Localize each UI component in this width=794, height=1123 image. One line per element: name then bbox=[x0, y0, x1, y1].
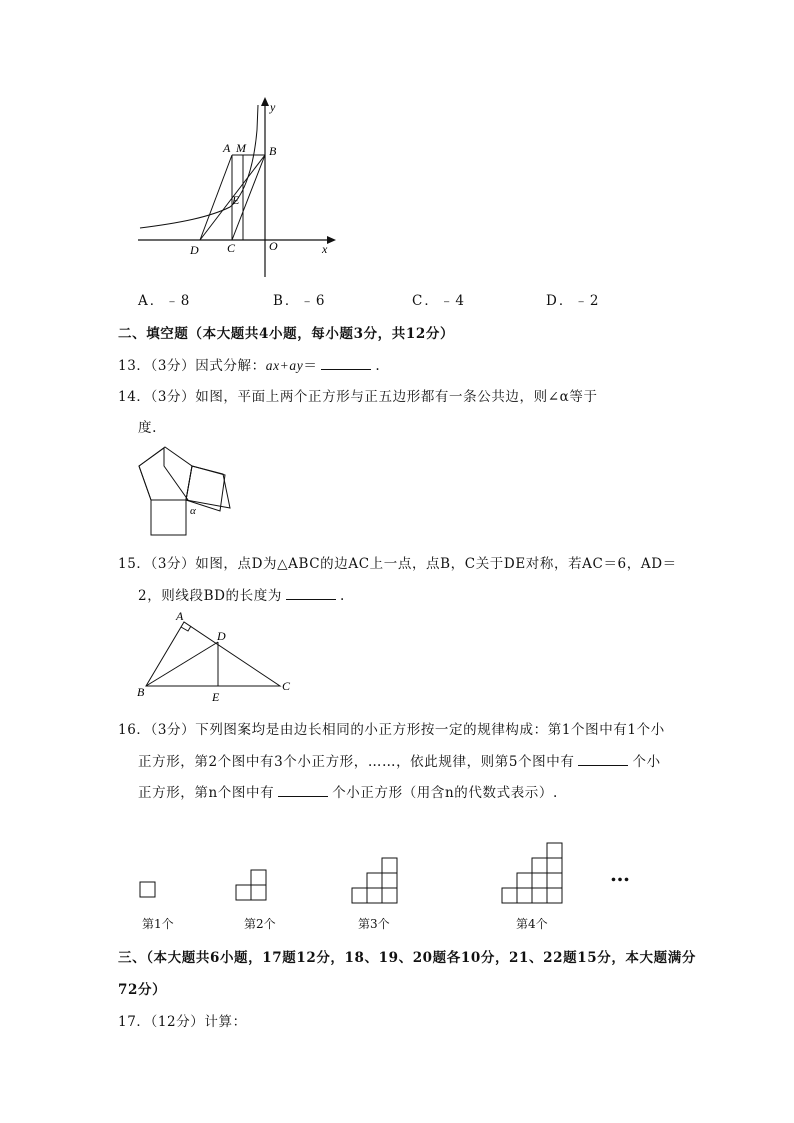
label-D: D bbox=[217, 629, 226, 643]
q17: 17．（12分）计算： bbox=[118, 1014, 247, 1030]
label-E: E bbox=[232, 193, 240, 207]
q15-answer-blank[interactable] bbox=[286, 587, 336, 600]
label-C: C bbox=[282, 679, 291, 693]
pattern1-square bbox=[140, 882, 155, 897]
q12-figure bbox=[130, 95, 350, 285]
label-A: A bbox=[176, 609, 184, 623]
hyperbola-curve bbox=[140, 105, 258, 228]
x-axis-arrow bbox=[327, 236, 336, 244]
label-x: x bbox=[322, 242, 328, 256]
q13: 13．（3分）因式分解：ax+ay＝ . bbox=[118, 358, 381, 374]
label-C: C bbox=[227, 241, 236, 255]
caption-2: 第2个 bbox=[244, 917, 276, 931]
q16-patterns bbox=[130, 835, 650, 910]
regular-pentagon bbox=[139, 448, 188, 500]
caption-4: 第4个 bbox=[516, 917, 548, 931]
label-A: A bbox=[223, 141, 231, 155]
section3-heading-line2: 72分） bbox=[118, 982, 167, 998]
pentagon-shape bbox=[139, 447, 192, 500]
option-c: C．﹣4 bbox=[412, 293, 466, 309]
right-angle-mark bbox=[181, 626, 191, 631]
caption-3: 第3个 bbox=[358, 917, 390, 931]
q14-figure bbox=[134, 444, 244, 544]
q16-ellipsis: … bbox=[610, 862, 630, 886]
option-b: B．﹣6 bbox=[273, 293, 327, 309]
pattern2 bbox=[236, 870, 266, 900]
option-a: A．﹣8 bbox=[138, 293, 192, 309]
q15-line2: 2，则线段BD的长度为 . bbox=[138, 588, 345, 604]
q16-answer-blank-1[interactable] bbox=[578, 753, 628, 766]
segment-BD bbox=[146, 642, 218, 686]
label-D: D bbox=[190, 243, 199, 257]
label-O: O bbox=[269, 239, 278, 253]
pattern4 bbox=[502, 843, 562, 903]
q14-line2: 度. bbox=[138, 420, 157, 436]
square-bottom bbox=[151, 500, 186, 535]
q14-line1: 14．（3分）如图，平面上两个正方形与正五边形都有一条公共边，则∠α等于 bbox=[118, 389, 598, 405]
section2-heading: 二、填空题（本大题共4小题，每小题3分，共12分） bbox=[118, 326, 455, 342]
segment-DA bbox=[200, 155, 232, 240]
pattern3 bbox=[352, 858, 397, 903]
q15-figure bbox=[134, 608, 304, 708]
label-M: M bbox=[236, 141, 246, 155]
q16-answer-blank-2[interactable] bbox=[278, 784, 328, 797]
q13-answer-blank[interactable] bbox=[321, 357, 371, 370]
y-axis-arrow bbox=[261, 97, 269, 106]
label-y: y bbox=[270, 100, 276, 114]
q16-line2: 正方形，第2个图中有3个小正方形，……，依此规律，则第5个图中有 个小 bbox=[138, 754, 661, 770]
option-d: D．﹣2 bbox=[546, 293, 601, 309]
label-E: E bbox=[212, 690, 220, 704]
triangle-ABC bbox=[146, 622, 280, 686]
q16-line1: 16．（3分）下列图案均是由边长相同的小正方形按一定的规律构成：第1个图中有1个小 bbox=[118, 722, 665, 738]
label-B: B bbox=[269, 144, 277, 158]
q16-line3: 正方形，第n个图中有 个小正方形（用含n的代数式表示）. bbox=[138, 785, 558, 801]
label-B: B bbox=[137, 685, 145, 699]
q15-line1: 15．（3分）如图，点D为△ABC的边AC上一点，点B，C关于DE对称，若AC＝6，AD＝ bbox=[118, 556, 677, 572]
angle-alpha-label: α bbox=[190, 505, 196, 517]
section3-heading-line1: 三、（本大题共6小题，17题12分，18、19、20题各10分，21、22题15分，本大题满分 bbox=[118, 950, 696, 966]
caption-1: 第1个 bbox=[142, 917, 174, 931]
